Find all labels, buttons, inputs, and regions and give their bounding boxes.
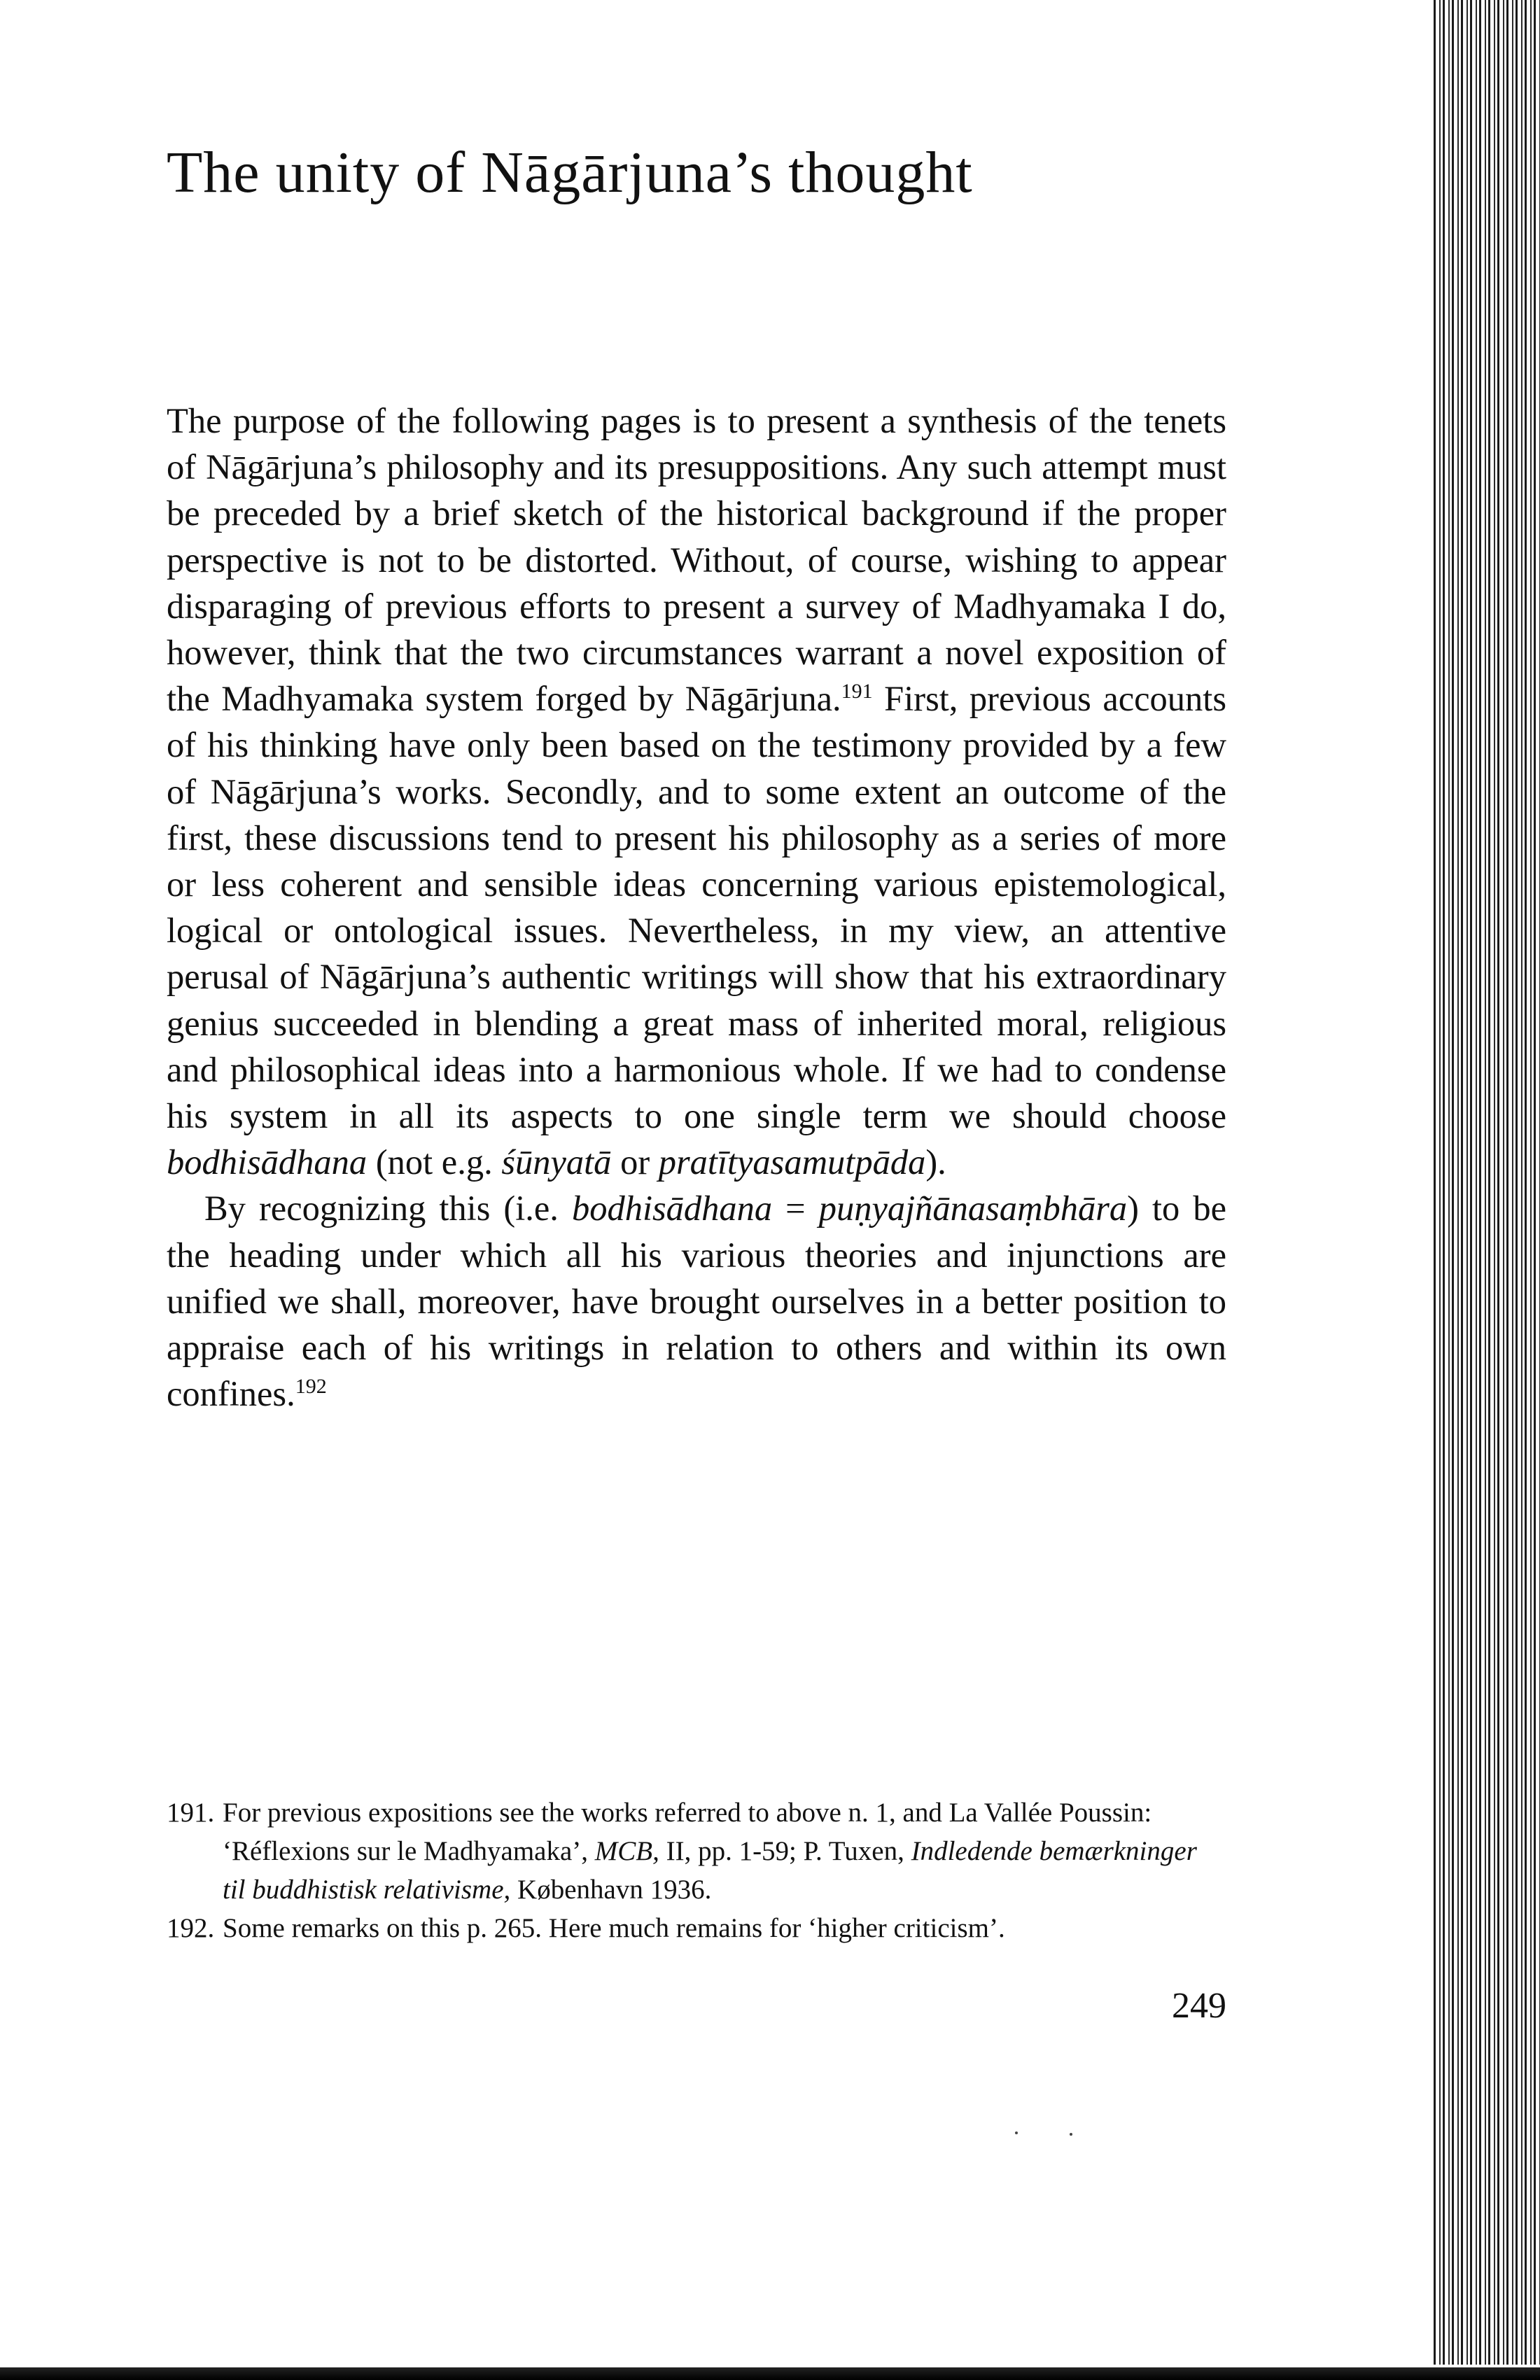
scan-speck [1015,2132,1018,2134]
footnote-italic-title: Indledende bemærkninger til buddhistisk relativisme, [223,1836,1197,1905]
footnote-text: Some remarks on this p. 265. Here much remains for ‘higher criticism’. [223,1913,1005,1943]
term-bodhisadhana: bodhisādhana [167,1142,368,1182]
main-text [167,398,1226,1417]
paragraph-1-text-a: The purpose of the following pages is to present a synthesis of the tenets of Nāgārjuna’s philosophy and its presuppositions. Any such attempt must be preceded by a brief sketch of the historical background if the proper perspective is not to be distorted. Without, of course, wishing to appear disparaging of previous efforts to present a survey of Madhyamaka I do, however, think that the two circumstances warrant a novel exposition of the Madhyamaka system forged by Nāgārjuna. [167,401,1226,719]
paragraph-1-text-b: First, previous accounts of his thinking have only been based on the testimony provided by a few of Nāgārjuna’s works. Secondly, and to some extent an outcome of the first, these discussions tend to present his philosophy as a series of more or less coherent and sensible ideas concerning various epistemological, logical or ontological issues. Nevertheless, in my view, an attentive perusal of Nāgārjuna’s authentic writings will show that his extraordinary genius succeeded in blending a great mass of inherited moral, religious and philosophical ideas into a harmonious whole. If we had to condense his system in all its aspects to one single term we should choose [167,679,1226,1136]
footnote-192 [167,1909,1226,1947]
paragraph-1-text-d: or [611,1142,659,1182]
footnote-text-c: København 1936. [510,1875,712,1905]
term-pratityasamutpada: pratītyasamutpāda [658,1142,926,1182]
equals-sign: = [772,1189,819,1228]
paragraph-1 [167,398,1226,1185]
footnote-191 [167,1793,1226,1909]
footnotes [167,1793,1226,1947]
footnote-ref-191: 191 [841,680,873,704]
chapter-title: The unity of Nāgārjuna’s thought [167,140,973,205]
footnote-text-a: For previous expositions see the works referred to above n. 1, and La Vallée Poussin: ‘Réflexions sur le Madhyamaka’, [223,1798,1152,1866]
footnote-italic-mcb: MCB, [594,1836,659,1866]
footnote-number: 191. [167,1798,215,1828]
term-bodhisadhana-2: bodhisādhana [571,1189,773,1228]
scan-specks [1015,2132,1099,2136]
scan-speck [1070,2133,1072,2136]
paragraph-2-text-b: ) to be the heading under which all his various theories and injunctions are unified we shall, moreover, have brought ourselves in a better position to appraise each of his writings in relation to others and within its own confines. [167,1189,1227,1414]
footnote-text [223,1793,1226,1909]
footnote-text-b: II, pp. 1-59; P. Tuxen, [659,1836,911,1866]
footnote-ref-192: 192 [295,1375,327,1399]
page-bottom-edge [0,2365,1540,2380]
paragraph-1-text-e: ). [925,1142,946,1182]
term-sunyata: śūnyatā [501,1142,612,1182]
term-punyajnanasambhara: puṇyajñānasaṃbhāra [818,1189,1128,1228]
book-binding-edge [1432,0,1540,2380]
paragraph-2-text-a: By recognizing this (i.e. [204,1189,572,1228]
footnote-number: 192. [167,1913,215,1943]
paragraph-1-text-c: (not e.g. [367,1142,502,1182]
paragraph-2 [167,1185,1226,1417]
page-number: 249 [1172,1986,1226,2026]
